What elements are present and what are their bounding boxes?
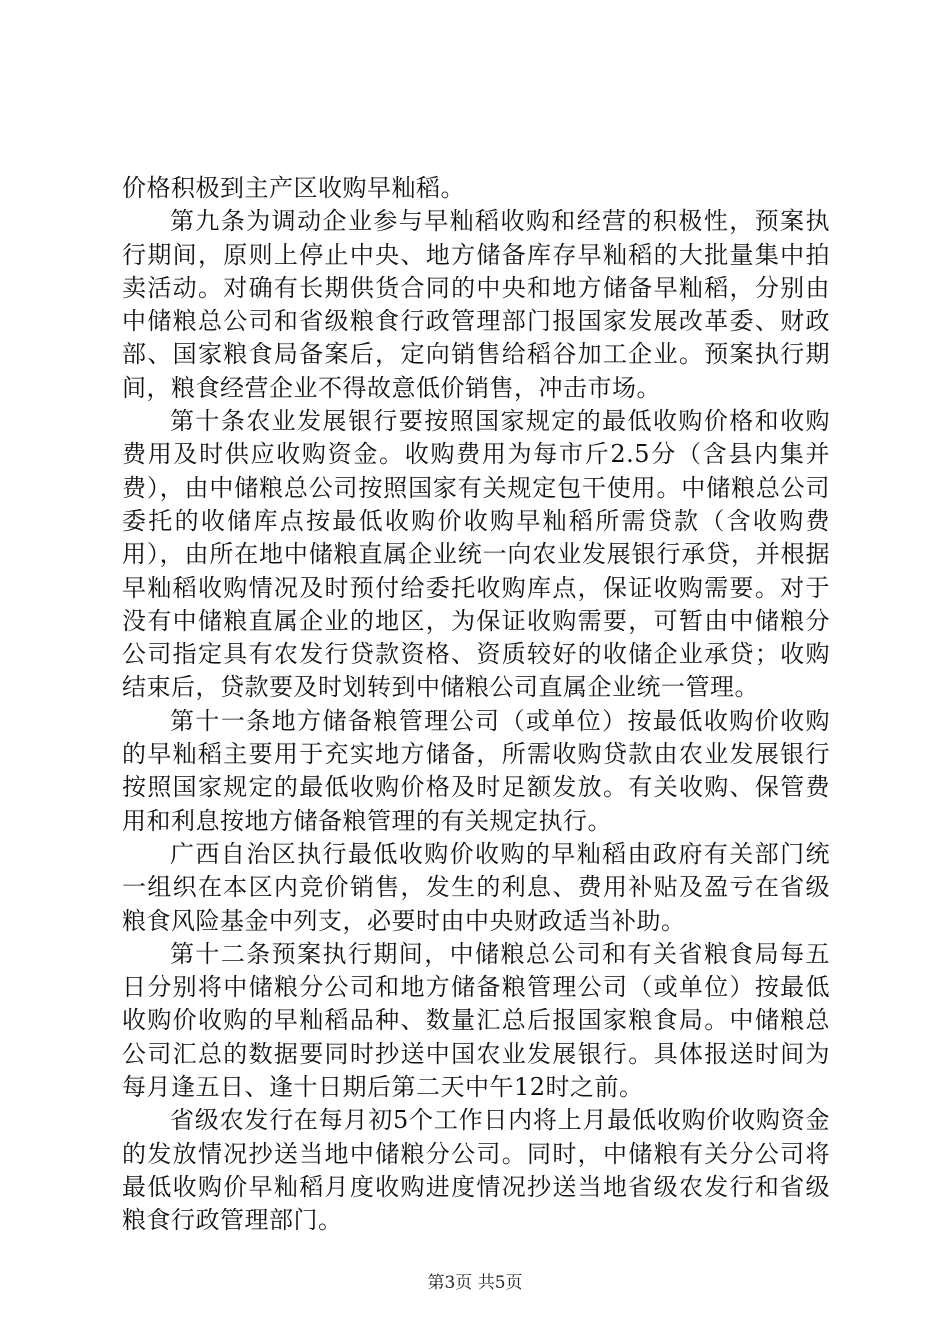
- paragraph-article-9: 第九条为调动企业参与早籼稻收购和经营的积极性，预案执行期间，原则上停止中央、地方储备库存早籼稻的大批量集中拍卖活动。对确有长期供货合同的中央和地方储备早籼稻，分别由中储粮总公司和省级粮食行政管理部门报国家发展改革委、财政部、国家粮食局备案后，定向销售给稻谷加工企业。预案执行期间，粮食经营企业不得故意低价销售，冲击市场。: [122, 207, 830, 402]
- paragraph-article-11: 第十一条地方储备粮管理公司（或单位）按最低收购价收购的早籼稻主要用于充实地方储备，所需收购贷款由农业发展银行按照国家规定的最低收购价格及时足额发放。有关收购、保管费用和利息按地方储备粮管理的有关规定执行。: [122, 706, 830, 835]
- paragraph-article-10: 第十条农业发展银行要按照国家规定的最低收购价格和收购费用及时供应收购资金。收购费用为每市斤2.5分（含县内集并费），由中储粮总公司按照国家有关规定包干使用。中储粮总公司委托的收储库点按最低收购价收购早籼稻所需贷款（含收购费用），由所在地中储粮直属企业统一向农业发展银行承贷，并根据早籼稻收购情况及时预付给委托收购库点，保证收购需要。对于没有中储粮直属企业的地区，为保证收购需要，可暂由中储粮分公司指定具有农发行贷款资格、资质较好的收储企业承贷；收购结束后，贷款要及时划转到中储粮公司直属企业统一管理。: [122, 407, 830, 702]
- paragraph-guangxi: 广西自治区执行最低收购价收购的早籼稻由政府有关部门统一组织在本区内竞价销售，发生的利息、费用补贴及盈亏在省级粮食风险基金中列支，必要时由中央财政适当补助。: [122, 839, 830, 935]
- document-body: [122, 172, 830, 1238]
- paragraph-provincial-bank: 省级农发行在每月初5个工作日内将上月最低收购价收购资金的发放情况抄送当地中储粮分公司。同时，中储粮有关分公司将最低收购价早籼稻月度收购进度情况抄送当地省级农发行和省级粮食行政管理部门。: [122, 1106, 830, 1235]
- page-number-footer: 第3页 共5页: [427, 1273, 523, 1293]
- paragraph-continuation: 价格积极到主产区收购早籼稻。: [122, 174, 465, 202]
- paragraph-article-12: 第十二条预案执行期间，中储粮总公司和有关省粮食局每五日分别将中储粮分公司和地方储备粮管理公司（或单位）按最低收购价收购的早籼稻品种、数量汇总后报国家粮食局。中储粮总公司汇总的数据要同时抄送中国农业发展银行。具体报送时间为每月逢五日、逢十日期后第二天中午12时之前。: [122, 939, 830, 1102]
